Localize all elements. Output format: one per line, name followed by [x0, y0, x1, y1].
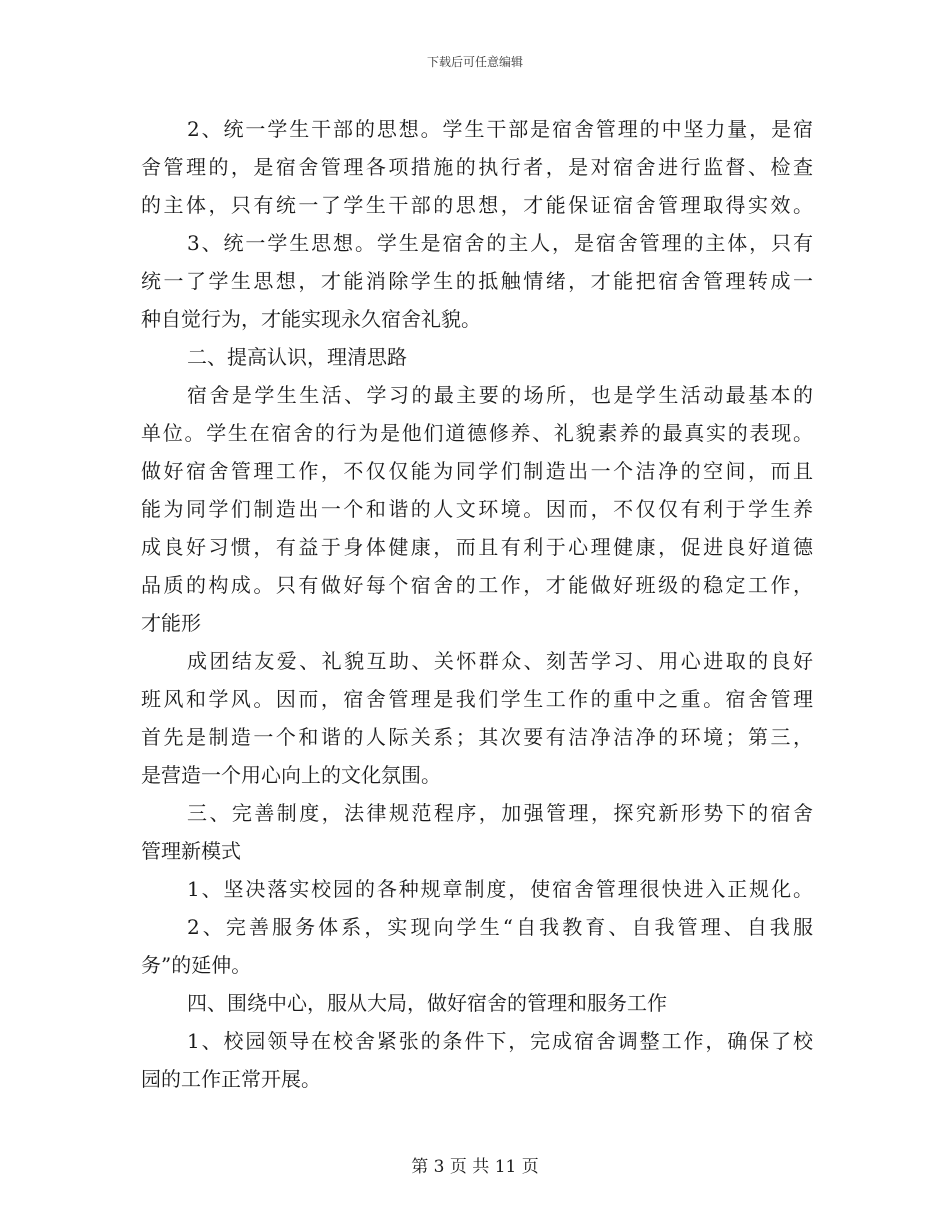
text-line: 是营造一个用心向上的文化氛围。: [141, 763, 441, 787]
text-line: 单位。学生在宿舍的行为是他们道德修养、礼貌素养的最真实的表现。: [141, 421, 815, 445]
text-line: 三、完善制度，法律规范程序，加强管理，探究新形势下的宿舍: [187, 801, 816, 825]
page-number-footer: 第 3 页 共 11 页: [411, 1157, 539, 1177]
text-line: 成良好习惯，有益于身体健康，而且有利于心理健康，促进良好道德: [141, 535, 816, 559]
page-header-note: 下载后可任意编辑: [426, 55, 523, 69]
text-line: 做好宿舍管理工作，不仅仅能为同学们制造出一个洁净的空间，而且: [141, 459, 816, 483]
text-line: 3、统一学生思想。学生是宿舍的主人，是宿舍管理的主体，只有: [187, 231, 815, 255]
text-line: 的主体，只有统一了学生干部的思想，才能保证宿舍管理取得实效。: [141, 193, 816, 217]
text-line: 1、校园领导在校舍紧张的条件下，完成宿舍调整工作，确保了校: [187, 1029, 815, 1053]
text-line: 2、统一学生干部的思想。学生干部是宿舍管理的中坚力量，是宿: [187, 117, 815, 141]
text-line: 班风和学风。因而，宿舍管理是我们学生工作的重中之重。宿舍管理: [141, 687, 816, 711]
text-line: 四、围绕中心，服从大局，做好宿舍的管理和服务工作: [187, 991, 667, 1015]
text-line: 务”的延伸。: [141, 953, 252, 977]
text-line: 首先是制造一个和谐的人际关系；其次要有洁净洁净的环境；第三，: [141, 725, 816, 749]
text-line: 宿舍是学生生活、学习的最主要的场所，也是学生活动最基本的: [187, 383, 816, 407]
text-line: 舍管理的，是宿舍管理各项措施的执行者，是对宿舍进行监督、检查: [141, 155, 816, 179]
text-line: 品质的构成。只有做好每个宿舍的工作，才能做好班级的稳定工作，: [141, 573, 816, 597]
text-line: 种自觉行为，才能实现永久宿舍礼貌。: [141, 307, 481, 331]
text-line: 园的工作正常开展。: [141, 1067, 321, 1091]
text-line: 统一了学生思想，才能消除学生的抵触情绪，才能把宿舍管理转成一: [141, 269, 816, 293]
text-line: 能为同学们制造出一个和谐的人文环境。因而，不仅仅有利于学生养: [141, 497, 816, 521]
text-line: 2、完善服务体系，实现向学生“自我教育、自我管理、自我服: [187, 915, 817, 939]
text-line: 成团结友爱、礼貌互助、关怀群众、刻苦学习、用心进取的良好: [187, 649, 816, 673]
text-line: 才能形: [141, 611, 201, 635]
text-line: 管理新模式: [141, 839, 241, 863]
text-line: 二、提高认识，理清思路: [187, 345, 407, 369]
text-line: 1、坚决落实校园的各种规章制度，使宿舍管理很快进入正规化。: [187, 877, 815, 901]
document-body: [141, 110, 817, 1098]
